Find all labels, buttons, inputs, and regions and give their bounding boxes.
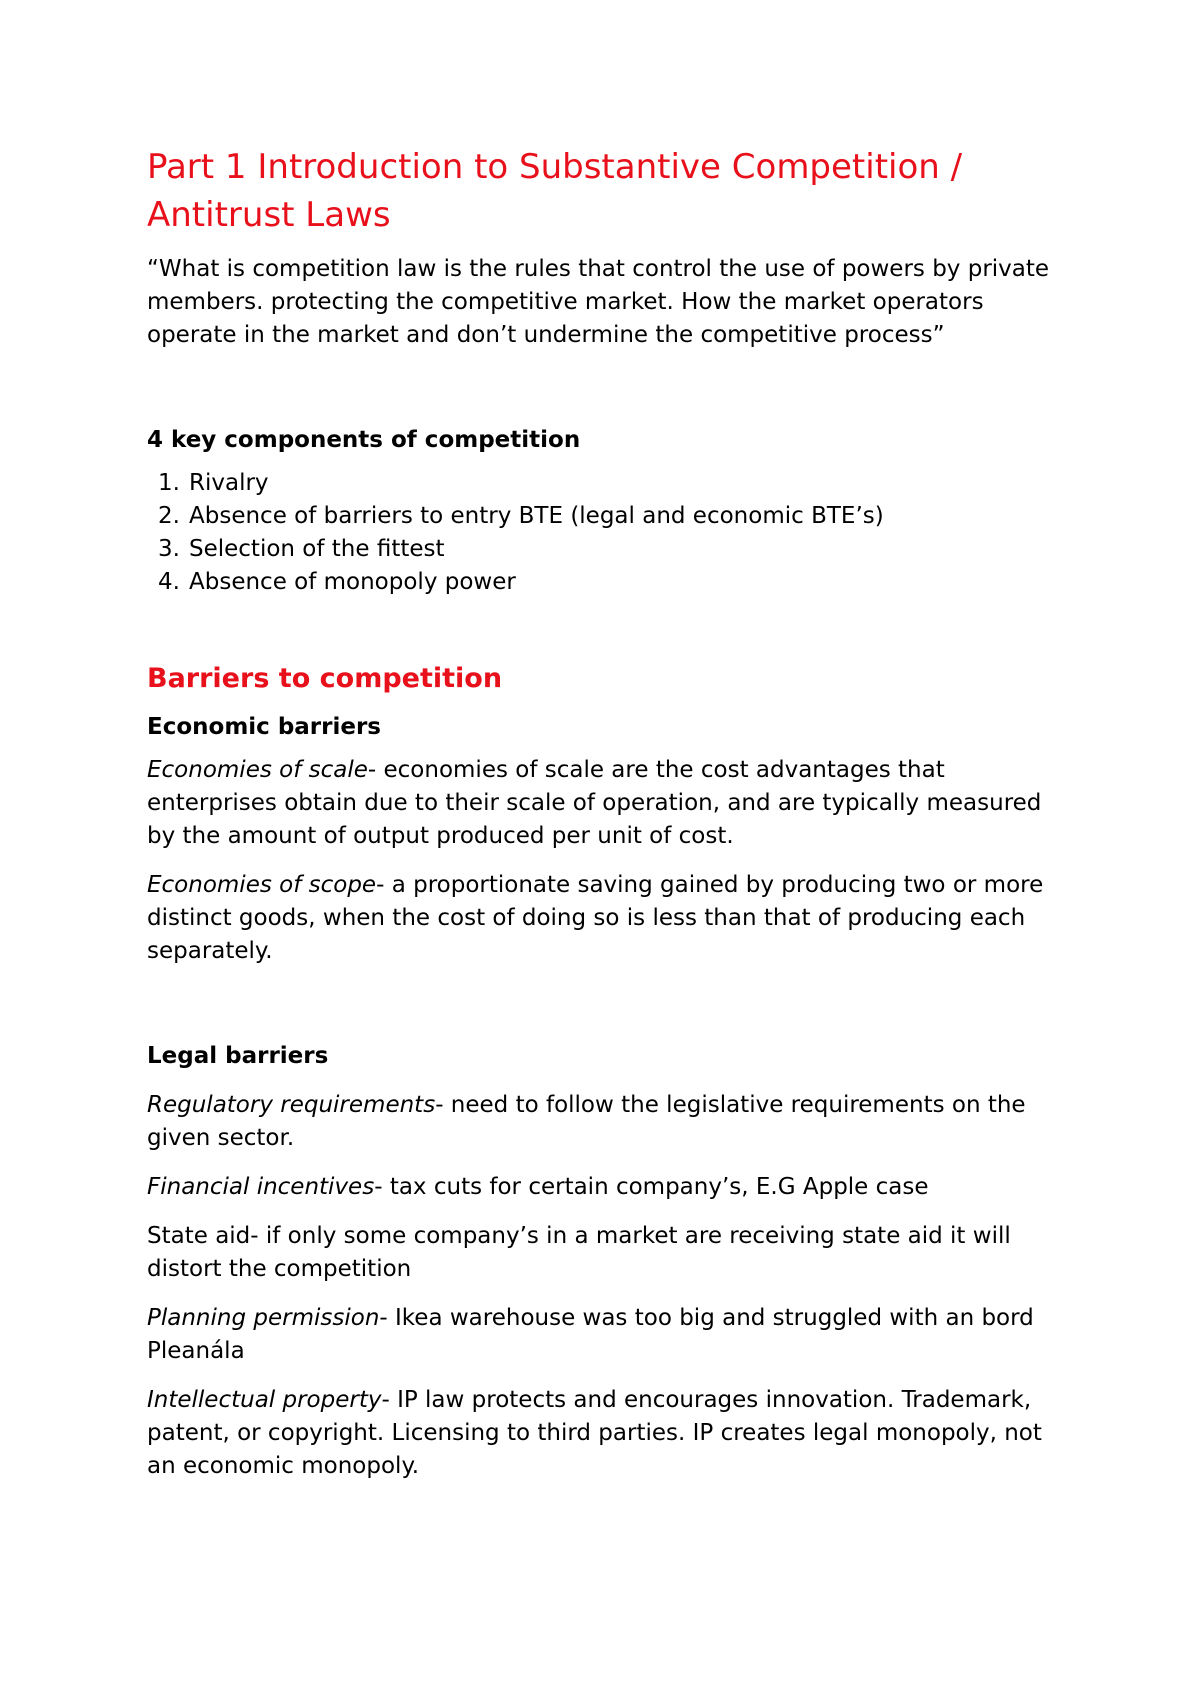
- legal-barriers-heading: Legal barriers: [147, 1043, 329, 1069]
- list-item: [147, 467, 1070, 500]
- list-item: [147, 533, 1070, 566]
- list-item-text: Absence of monopoly power: [189, 569, 516, 595]
- components-heading: 4 key components of competition: [147, 427, 581, 453]
- list-item-text: Rivalry: [189, 470, 269, 496]
- list-item: [147, 566, 1070, 599]
- definition: - Ikea warehouse was too big and struggled with an bord Pleanála: [147, 1305, 1034, 1364]
- economies-of-scope-paragraph: [147, 869, 1070, 968]
- components-list: [147, 467, 1070, 599]
- intellectual-property-paragraph: [147, 1384, 1070, 1483]
- definition-quote: “What is competition law is the rules that control the use of powers by private members. protecting the competitive market. How the market operators operate in the market and don’t undermine the competitive process”: [147, 256, 1050, 348]
- term: Planning permission: [147, 1305, 380, 1331]
- definition: - IP law protects and encourages innovation. Trademark, patent, or copyright. Licensing to third parties. IP creates legal monopoly, not an economic monopoly.: [147, 1387, 1042, 1479]
- list-item-number: 4.: [158, 569, 180, 595]
- document-title: Part 1 Introduction to Substantive Competition / Antitrust Laws: [147, 147, 963, 235]
- list-item-number: 3.: [158, 536, 180, 562]
- regulatory-requirements-paragraph: [147, 1089, 1070, 1155]
- term: Regulatory requirements: [147, 1092, 436, 1118]
- definition: - need to follow the legislative requirements on the given sector.: [147, 1092, 1026, 1151]
- barriers-heading: Barriers to competition: [147, 663, 503, 694]
- list-item-text: Selection of the fittest: [189, 536, 445, 562]
- economic-barriers-heading: Economic barriers: [147, 714, 381, 740]
- list-item-text: Absence of barriers to entry BTE (legal and economic BTE’s): [189, 503, 884, 529]
- list-item-number: 2.: [158, 503, 180, 529]
- term: Financial incentives: [147, 1174, 375, 1200]
- financial-incentives-paragraph: [147, 1171, 1070, 1204]
- economies-of-scale-paragraph: [147, 754, 1070, 853]
- term: Intellectual property: [147, 1387, 382, 1413]
- term: Economies of scope: [147, 872, 377, 898]
- planning-permission-paragraph: [147, 1302, 1070, 1368]
- term: Economies of scale: [147, 757, 368, 783]
- definition: State aid- if only some company’s in a market are receiving state aid it will distort the competition: [147, 1223, 1011, 1282]
- state-aid-paragraph: [147, 1220, 1070, 1286]
- definition: - tax cuts for certain company’s, E.G Apple case: [374, 1174, 929, 1200]
- list-item: [147, 500, 1070, 533]
- definition: - a proportionate saving gained by producing two or more distinct goods, when the cost of doing so is less than that of producing each separately.: [147, 872, 1044, 964]
- definition: - economies of scale are the cost advantages that enterprises obtain due to their scale of operation, and are typically measured by the amount of output produced per unit of cost.: [147, 757, 1042, 849]
- list-item-number: 1.: [158, 470, 180, 496]
